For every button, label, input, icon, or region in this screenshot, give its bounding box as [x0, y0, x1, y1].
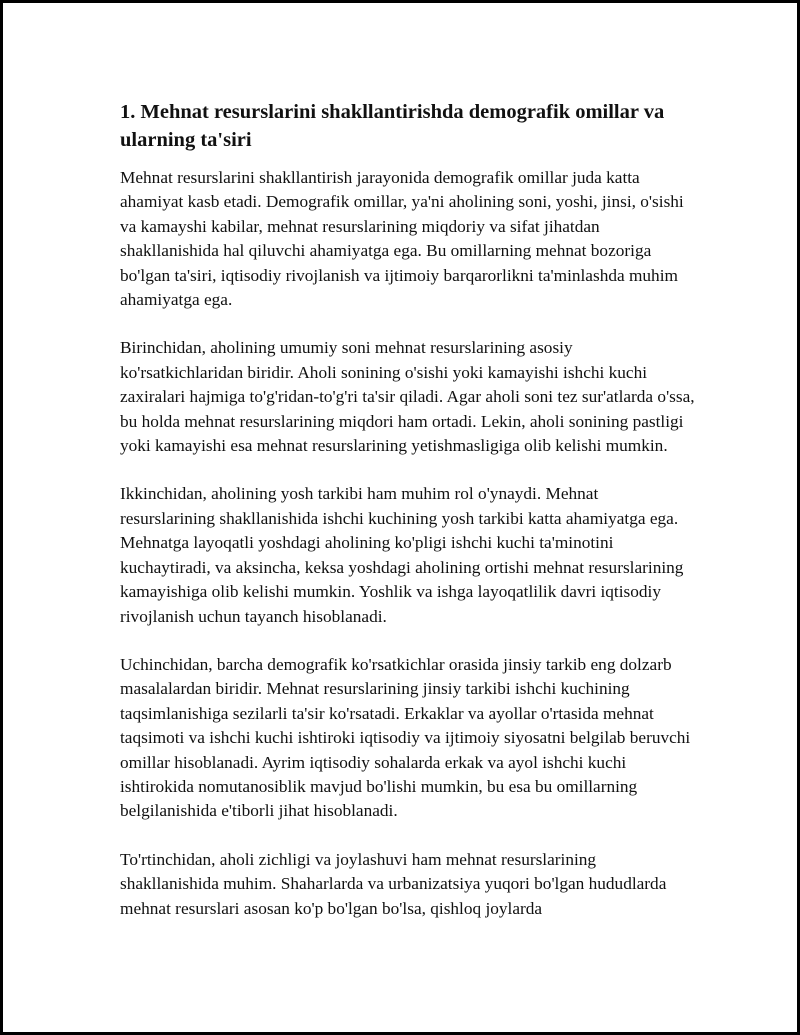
- paragraph-first-factor: Birinchidan, aholining umumiy soni mehnat resurslarining asosiy ko'rsatkichlaridan biridir. Aholi sonining o'sishi yoki kamayishi ishchi kuchi zaxiralari hajmiga to'g'ridan-to'g'ri ta'sir qiladi. Agar aholi soni tez sur'atlarda o'ssa, bu holda mehnat resurslarining miqdori ham ortadi. Lekin, aholi sonining pastligi yoki kamayishi esa mehnat resurslarining yetishmasligiga olib kelishi mumkin.: [120, 338, 695, 456]
- paragraph-fourth-factor: To'rtinchidan, aholi zichligi va joylashuvi ham mehnat resurslarining shakllanishida muhim. Shaharlarda va urbanizatsiya yuqori bo'lgan hududlarda mehnat resurslari asosan ko'p bo'lgan bo'lsa, qishloq joylarda: [120, 849, 667, 918]
- paragraph-intro: Mehnat resurslarini shakllantirish jarayonida demografik omillar juda katta ahamiyat kasb etadi. Demografik omillar, ya'ni aholining soni, yoshi, jinsi, o'sishi va kamayshi kabilar, mehnat resurslarining miqdoriy va sifat jihatdan shakllanishida hal qiluvchi ahamiyatga ega. Bu omillarning mehnat bozoriga bo'lgan ta'siri, iqtisodiy rivojlanish va ijtimoiy barqarorlikni ta'minlashda muhim ahamiyatga ega.: [120, 168, 684, 310]
- section-heading: 1. Mehnat resurslarini shakllantirishda demografik omillar va ularning ta'siri: [120, 101, 665, 151]
- paragraph-third-factor: Uchinchidan, barcha demografik ko'rsatkichlar orasida jinsiy tarkib eng dolzarb masalalardan biridir. Mehnat resurslarining jinsiy tarkibi ishchi kuchining taqsimlanishiga sezilarli ta'sir ko'rsatadi. Erkaklar va ayollar o'rtasida mehnat taqsimoti va ishchi kuchi ishtiroki iqtisodiy va ijtimoiy siyosatni belgilab beruvchi omillar hisoblanadi. Ayrim iqtisodiy sohalarda erkak va ayol ishchi kuchi ishtirokida nomutanosiblik mavjud bo'lishi mumkin, bu esa bu omillarning belgilanishida e'tiborli jihat hisoblanadi.: [120, 654, 691, 821]
- document-body: [120, 98, 695, 945]
- paragraph-second-factor: Ikkinchidan, aholining yosh tarkibi ham muhim rol o'ynaydi. Mehnat resurslarining shakllanishida ishchi kuchining yosh tarkibi katta ahamiyatga ega. Mehnatga layoqatli yoshdagi aholining ko'pligi ishchi kuchi ta'minotini kuchaytiradi, va aksincha, keksa yoshdagi aholining ortishi mehnat resurslarining kamayishiga olib kelishi mumkin. Yoshlik va ishga layoqatlilik davri iqtisodiy rivojlanish uchun tayanch hisoblanadi.: [120, 484, 684, 626]
